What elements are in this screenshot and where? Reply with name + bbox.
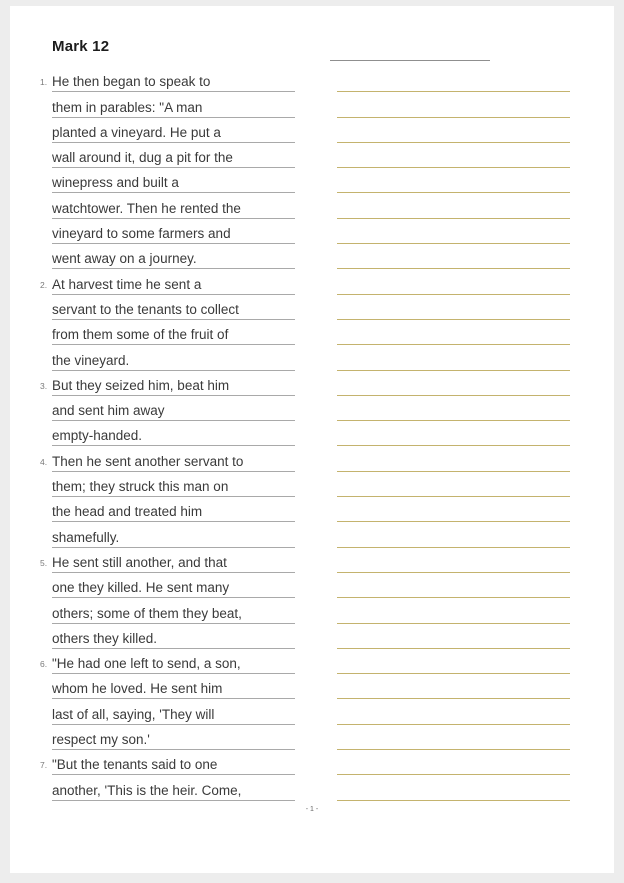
verse-text: others they killed. [52, 624, 295, 649]
writing-line[interactable] [337, 92, 570, 117]
verse-text: At harvest time he sent a [52, 269, 295, 294]
writing-line[interactable] [337, 775, 570, 800]
verse-text: But they seized him, beat him [52, 371, 295, 396]
verse-line [40, 371, 295, 396]
verse-line [40, 244, 295, 269]
writing-line[interactable] [337, 320, 570, 345]
verse-number: 1. [40, 77, 48, 88]
writing-line[interactable] [337, 295, 570, 320]
writing-line[interactable] [337, 472, 570, 497]
writing-line[interactable] [337, 244, 570, 269]
writing-line[interactable] [337, 624, 570, 649]
verse-line [40, 320, 295, 345]
writing-line[interactable] [337, 168, 570, 193]
verse-text: Then he sent another servant to [52, 446, 295, 471]
writing-line[interactable] [337, 371, 570, 396]
verse-line [40, 118, 295, 143]
verse-number [40, 239, 52, 244]
verse-number [40, 113, 52, 118]
verse-text: "He had one left to send, a son, [52, 649, 295, 674]
verse-text: watchtower. Then he rented the [52, 193, 295, 218]
verse-text: last of all, saying, 'They will [52, 699, 295, 724]
writing-line[interactable] [337, 269, 570, 294]
verse-line [40, 421, 295, 446]
verse-number [40, 492, 52, 497]
verse-line [40, 573, 295, 598]
verse-text: and sent him away [52, 396, 295, 421]
verse-line [40, 345, 295, 370]
verse-line [40, 396, 295, 421]
writing-line[interactable] [337, 219, 570, 244]
writing-line[interactable] [337, 421, 570, 446]
verse-line [40, 193, 295, 218]
verse-text: one they killed. He sent many [52, 573, 295, 598]
writing-line[interactable] [337, 193, 570, 218]
verse-number [40, 720, 52, 725]
writing-line[interactable] [337, 497, 570, 522]
verse-text: them in parables: "A man [52, 92, 295, 117]
verse-text: servant to the tenants to collect [52, 295, 295, 320]
verse-line [40, 548, 295, 573]
verse-text: others; some of them they beat, [52, 598, 295, 623]
writing-line[interactable] [337, 522, 570, 547]
verse-text: another, 'This is the heir. Come, [52, 775, 295, 800]
verse-line [40, 775, 295, 800]
verse-line [40, 674, 295, 699]
verse-number [40, 315, 52, 320]
verse-text: shamefully. [52, 522, 295, 547]
page-title: Mark 12 [52, 38, 110, 55]
verse-number [40, 619, 52, 624]
verse-number [40, 416, 52, 421]
writing-line[interactable] [337, 446, 570, 471]
verse-number [40, 264, 52, 269]
verse-text: whom he loved. He sent him [52, 674, 295, 699]
verse-number [40, 214, 52, 219]
verse-number [40, 796, 52, 801]
verse-text: "But the tenants said to one [52, 750, 295, 775]
writing-line[interactable] [337, 674, 570, 699]
verse-text: planted a vineyard. He put a [52, 118, 295, 143]
writing-line[interactable] [337, 345, 570, 370]
verse-number [40, 188, 52, 193]
verse-line [40, 92, 295, 117]
verse-text: empty-handed. [52, 421, 295, 446]
verse-number: 4. [40, 456, 48, 467]
writing-line[interactable] [337, 67, 570, 92]
verse-number [40, 694, 52, 699]
verse-line [40, 219, 295, 244]
verse-line [40, 295, 295, 320]
verse-line [40, 67, 295, 92]
verse-line [40, 522, 295, 547]
verse-text: respect my son.' [52, 725, 295, 750]
verse-line [40, 725, 295, 750]
page-number: - 1 - [305, 806, 319, 813]
writing-line[interactable] [337, 750, 570, 775]
verse-number [40, 163, 52, 168]
verse-text: from them some of the fruit of [52, 320, 295, 345]
verse-number: 6. [40, 659, 48, 670]
writing-line[interactable] [337, 573, 570, 598]
verse-number [40, 593, 52, 598]
verse-line [40, 699, 295, 724]
verse-line [40, 624, 295, 649]
writing-line[interactable] [337, 598, 570, 623]
verse-text: the head and treated him [52, 497, 295, 522]
verse-number [40, 745, 52, 750]
writing-line[interactable] [337, 143, 570, 168]
verse-line [40, 446, 295, 471]
writing-column [337, 67, 570, 801]
verse-number [40, 340, 52, 345]
verse-text: the vineyard. [52, 345, 295, 370]
verse-text: He sent still another, and that [52, 548, 295, 573]
verse-number [40, 366, 52, 371]
verse-text: wall around it, dug a pit for the [52, 143, 295, 168]
writing-line[interactable] [337, 725, 570, 750]
verse-number: 7. [40, 760, 48, 771]
verse-line [40, 269, 295, 294]
verse-number [40, 441, 52, 446]
verse-line [40, 649, 295, 674]
verse-text: them; they struck this man on [52, 472, 295, 497]
writing-line[interactable] [337, 699, 570, 724]
verse-column [40, 67, 295, 801]
verse-number [40, 644, 52, 649]
verse-number [40, 543, 52, 548]
verse-line [40, 750, 295, 775]
verse-line [40, 472, 295, 497]
writing-line[interactable] [337, 118, 570, 143]
verse-line [40, 143, 295, 168]
verse-line [40, 598, 295, 623]
verse-text: winepress and built a [52, 168, 295, 193]
verse-line [40, 497, 295, 522]
name-line[interactable] [330, 44, 490, 61]
verse-number [40, 138, 52, 143]
writing-line[interactable] [337, 548, 570, 573]
verse-line [40, 168, 295, 193]
verse-text: went away on a journey. [52, 244, 295, 269]
verse-number: 5. [40, 557, 48, 568]
verse-text: vineyard to some farmers and [52, 219, 295, 244]
verse-text: He then began to speak to [52, 67, 295, 92]
writing-line[interactable] [337, 396, 570, 421]
verse-number [40, 517, 52, 522]
verse-number: 2. [40, 279, 48, 290]
verse-number: 3. [40, 380, 48, 391]
writing-line[interactable] [337, 649, 570, 674]
